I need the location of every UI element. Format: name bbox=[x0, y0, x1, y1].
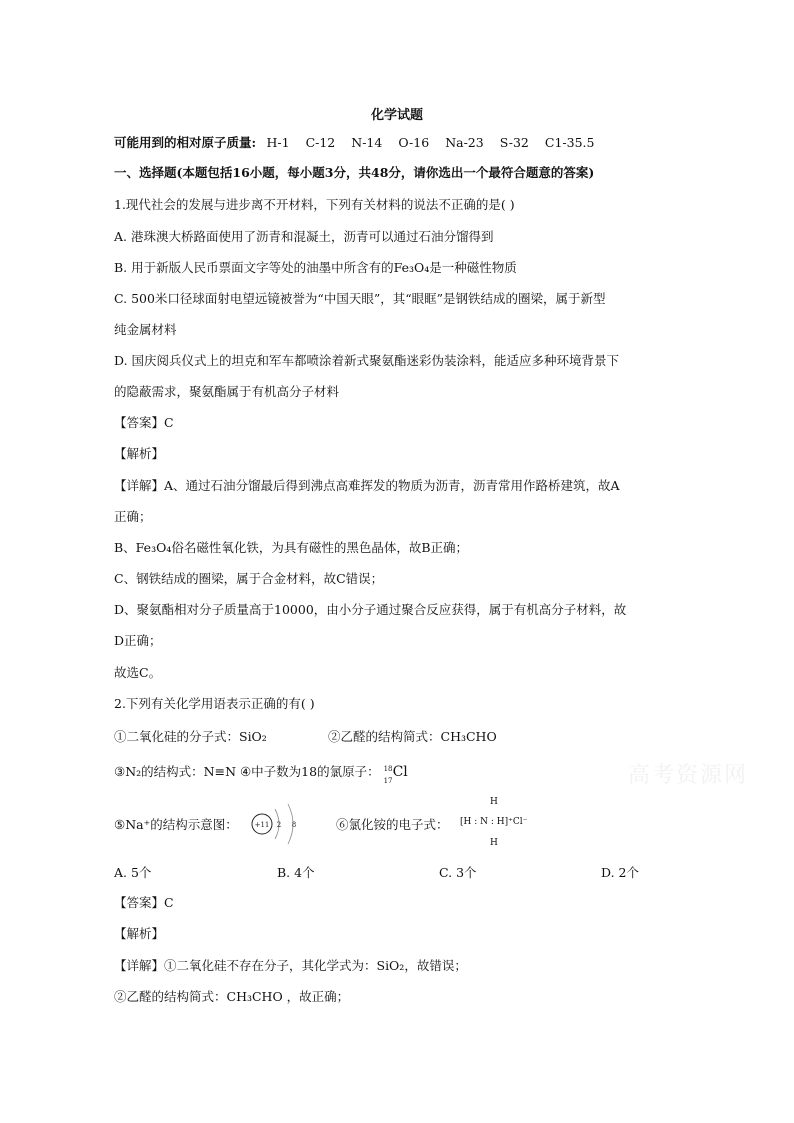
q2-choice-a: A. 5个 bbox=[114, 865, 152, 880]
q1-analysis: 【解析】 bbox=[114, 446, 165, 461]
q1-answer: 【答案】C bbox=[114, 415, 174, 430]
atom-cl: C1-35.5 bbox=[544, 135, 595, 150]
nh4-bottom-hydrogen: H bbox=[490, 838, 498, 848]
q1-option-b: B. 用于新版人民币票面文字等处的油墨中所含有的Fe₃O₄是一种磁性物质 bbox=[114, 260, 517, 275]
sodium-ion-structure-diagram bbox=[248, 801, 308, 847]
q1-option-d-line1: D. 国庆阅兵仪式上的坦克和军车都喷涂着新式聚氨酯迷彩伪装涂料，能适应多种环境背景下 bbox=[114, 353, 620, 368]
page-title: 化学试题 bbox=[370, 108, 423, 123]
q2-stem: 2.下列有关化学用语表示正确的有( ) bbox=[114, 696, 315, 711]
shell-2-electrons: 8 bbox=[291, 821, 297, 829]
shell-1-electrons: 2 bbox=[276, 821, 282, 829]
chlorine-isotope bbox=[383, 763, 410, 785]
q1-detail-7: 故选C。 bbox=[114, 665, 162, 680]
q1-option-a: A. 港珠澳大桥路面使用了沥青和混凝土，沥青可以通过石油分馏得到 bbox=[114, 229, 494, 244]
chlorine-symbol: Cl bbox=[392, 764, 408, 780]
q2-item-3-4 bbox=[114, 763, 410, 785]
atomic-masses-label: 可能用到的相对原子质量: bbox=[114, 135, 257, 150]
q1-option-c-line2: 纯金属材料 bbox=[114, 322, 177, 337]
q2-detail-2: ②乙醛的结构简式：CH₃CHO ，故正确； bbox=[114, 989, 350, 1004]
q1-stem: 1.现代社会的发展与进步离不开材料，下列有关材料的说法不正确的是( ) bbox=[114, 197, 515, 212]
q2-item-1: ①二氧化硅的分子式：SiO₂ bbox=[114, 729, 267, 744]
q1-detail-2: 正确； bbox=[114, 509, 152, 524]
q2-item-3-text: ③N₂的结构式：N≡N ④中子数为18的氯原子： bbox=[114, 764, 380, 779]
chlorine-mass-number: 18 bbox=[383, 765, 393, 773]
q2-item-2: ②乙醛的结构简式：CH₃CHO bbox=[328, 729, 497, 744]
q1-detail-4: C、钢铁结成的圈梁，属于合金材料，故C错误； bbox=[114, 571, 384, 586]
q2-answer: 【答案】C bbox=[114, 895, 174, 910]
q2-analysis: 【解析】 bbox=[114, 926, 165, 941]
q1-detail-3: B、Fe₃O₄俗名磁性氧化铁，为具有磁性的黑色晶体，故B正确； bbox=[114, 540, 469, 555]
nucleus-charge: +11 bbox=[254, 821, 270, 829]
atom-s: S-32 bbox=[499, 135, 529, 150]
atomic-masses-line bbox=[114, 134, 610, 152]
q1-option-c-line1: C. 500米口径球面射电望远镜被誉为“中国天眼”，其“眼眶”是钢铁结成的圈梁，属于新型 bbox=[114, 291, 606, 306]
q2-detail-1: 【详解】①二氧化硅不存在分子，其化学式为：SiO₂，故错误； bbox=[114, 958, 467, 973]
q2-choice-d: D. 2个 bbox=[601, 865, 639, 880]
q2-item-5: ⑤Na⁺的结构示意图： bbox=[114, 817, 238, 832]
q1-option-d-line2: 的隐蔽需求，聚氨酯属于有机高分子材料 bbox=[114, 384, 340, 399]
nh4-formula: [H : N : H]⁺Cl⁻ bbox=[460, 817, 528, 827]
atom-h: H-1 bbox=[266, 135, 290, 150]
atom-n: N-14 bbox=[351, 135, 383, 150]
atom-na: Na-23 bbox=[445, 135, 484, 150]
watermark: 高考资源网 bbox=[628, 763, 749, 788]
ammonium-chloride-electron-formula bbox=[460, 797, 560, 853]
nh4-top-hydrogen: H bbox=[490, 797, 498, 807]
q2-choice-c: C. 3个 bbox=[439, 865, 477, 880]
q1-detail-6: D正确； bbox=[114, 633, 162, 648]
section-heading: 一、选择题(本题包括16小题，每小题3分，共48分，请你选出一个最符合题意的答案) bbox=[114, 165, 595, 180]
chlorine-atomic-number: 17 bbox=[383, 777, 393, 785]
atomic-masses-list bbox=[266, 135, 610, 150]
q1-detail-5: D、聚氨酯相对分子质量高于10000，由小分子通过聚合反应获得，属于有机高分子材料，故 bbox=[114, 602, 627, 617]
q2-choice-b: B. 4个 bbox=[277, 865, 315, 880]
q2-item-6: ⑥氯化铵的电子式： bbox=[336, 817, 449, 832]
atom-o: O-16 bbox=[398, 135, 430, 150]
atom-c: C-12 bbox=[305, 135, 336, 150]
q1-detail-1: 【详解】A、通过石油分馏最后得到沸点高难挥发的物质为沥青，沥青常用作路桥建筑，故A bbox=[114, 478, 620, 493]
